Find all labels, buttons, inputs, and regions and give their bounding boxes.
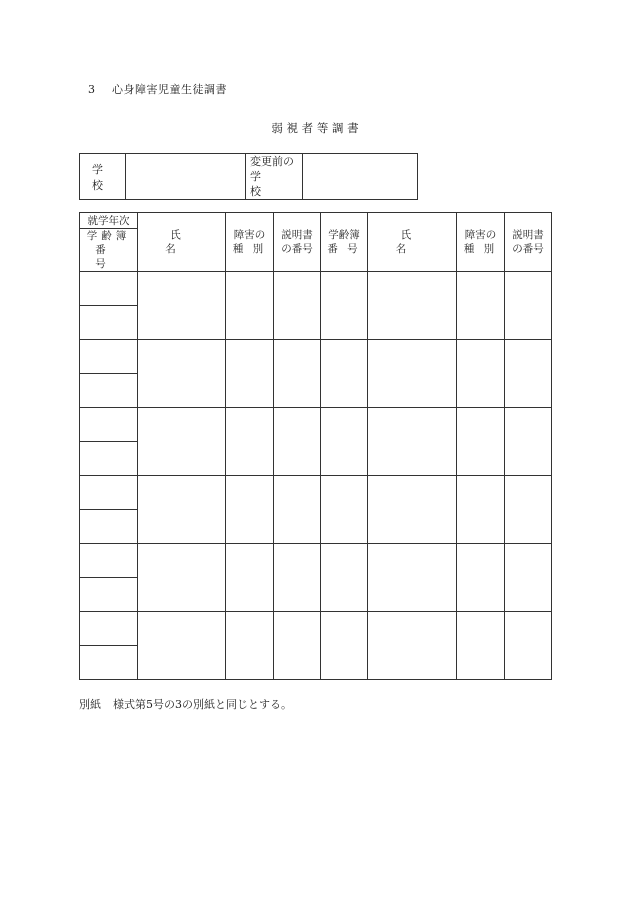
document-number-cell-2[interactable] (505, 544, 552, 612)
name-header-text: 氏 名 (165, 229, 203, 255)
registry-number-cell-2[interactable] (321, 612, 368, 680)
footer-note-label: 別紙 (79, 698, 101, 711)
registry-number-header-2 (321, 213, 368, 272)
disability-type-cell-2[interactable] (457, 408, 505, 476)
document-number-header-2-line1: 説明書 (512, 229, 544, 241)
disability-type-cell-2[interactable] (457, 272, 505, 340)
grade-year-cell[interactable] (80, 476, 138, 510)
registry-number-cell-2[interactable] (321, 272, 368, 340)
registry-number-header-2-line1: 学齢簿 (328, 229, 360, 241)
disability-type-cell-2[interactable] (457, 544, 505, 612)
document-number-cell-2[interactable] (505, 340, 552, 408)
name-header (138, 213, 226, 272)
section-heading (88, 81, 227, 97)
name-cell-2[interactable] (368, 544, 457, 612)
registry-number-cell-2[interactable] (321, 408, 368, 476)
registry-number-cell[interactable] (80, 374, 138, 408)
document-number-cell[interactable] (274, 612, 321, 680)
grade-year-cell[interactable] (80, 408, 138, 442)
registry-number-cell[interactable] (80, 510, 138, 544)
disability-type-cell[interactable] (226, 408, 274, 476)
registry-number-cell[interactable] (80, 646, 138, 680)
grade-year-cell[interactable] (80, 272, 138, 306)
disability-type-cell-2[interactable] (457, 612, 505, 680)
disability-type-header-2-line1: 障害の (464, 229, 497, 241)
footer-note-text: 様式第5号の3の別紙と同じとする。 (113, 698, 292, 711)
table-row (80, 612, 552, 646)
document-number-cell-2[interactable] (505, 612, 552, 680)
registry-number-header-line1: 学齢簿 (86, 230, 131, 242)
document-number-cell[interactable] (274, 272, 321, 340)
student-table (79, 212, 552, 680)
document-number-header-line1: 説明書 (281, 229, 313, 241)
name-header-2 (368, 213, 457, 272)
grade-year-cell[interactable] (80, 544, 138, 578)
document-number-header (274, 213, 321, 272)
disability-type-cell[interactable] (226, 272, 274, 340)
registry-number-cell[interactable] (80, 578, 138, 612)
disability-type-header-line1: 障害の (233, 229, 266, 241)
footer-note (79, 696, 292, 712)
table-row (80, 272, 552, 306)
name-cell[interactable] (138, 544, 226, 612)
grade-year-header: 就学年次 (80, 213, 138, 229)
disability-type-cell[interactable] (226, 612, 274, 680)
table-row (80, 544, 552, 578)
table-row (80, 408, 552, 442)
grade-year-cell[interactable] (80, 612, 138, 646)
document-number-header-line2: の番号 (281, 243, 313, 255)
table-row (80, 476, 552, 510)
disability-type-cell[interactable] (226, 476, 274, 544)
name-cell[interactable] (138, 272, 226, 340)
document-number-cell-2[interactable] (505, 272, 552, 340)
disability-type-cell[interactable] (226, 544, 274, 612)
section-heading-text: 心身障害児童生徒調書 (112, 83, 227, 96)
registry-number-header (80, 229, 138, 272)
registry-number-header-2-line2: 番 号 (327, 243, 361, 255)
disability-type-header (226, 213, 274, 272)
document-number-cell-2[interactable] (505, 408, 552, 476)
document-number-cell[interactable] (274, 408, 321, 476)
name-cell[interactable] (138, 340, 226, 408)
disability-type-header-2-line2: 種 別 (463, 243, 498, 255)
disability-type-cell-2[interactable] (457, 476, 505, 544)
registry-number-cell-2[interactable] (321, 544, 368, 612)
header-row-1 (80, 213, 552, 229)
document-number-cell-2[interactable] (505, 476, 552, 544)
document-number-cell[interactable] (274, 544, 321, 612)
document-number-cell[interactable] (274, 340, 321, 408)
school-input-cell[interactable] (126, 154, 246, 200)
section-number: 3 (88, 83, 96, 96)
name-header-2-text: 氏 名 (395, 229, 434, 255)
document-number-header-2-line2: の番号 (512, 243, 544, 255)
school-label-cell (80, 154, 126, 200)
registry-number-header-line2: 番号 (95, 244, 128, 270)
table-row (80, 340, 552, 374)
name-cell-2[interactable] (368, 476, 457, 544)
registry-number-cell-2[interactable] (321, 476, 368, 544)
disability-type-header-line2: 種 別 (232, 243, 267, 255)
grade-year-cell[interactable] (80, 340, 138, 374)
previous-school-label-cell (246, 154, 303, 200)
previous-school-label-line2: 学 校 (250, 170, 271, 198)
document-number-header-2 (505, 213, 552, 272)
name-cell-2[interactable] (368, 340, 457, 408)
name-cell-2[interactable] (368, 408, 457, 476)
registry-number-cell[interactable] (80, 442, 138, 476)
registry-number-cell-2[interactable] (321, 340, 368, 408)
document-number-cell[interactable] (274, 476, 321, 544)
name-cell[interactable] (138, 476, 226, 544)
document-title: 弱 視 者 等 調 書 (271, 121, 359, 135)
school-table (79, 153, 418, 200)
disability-type-cell[interactable] (226, 340, 274, 408)
name-cell-2[interactable] (368, 272, 457, 340)
registry-number-cell[interactable] (80, 306, 138, 340)
disability-type-header-2 (457, 213, 505, 272)
previous-school-input-cell[interactable] (303, 154, 418, 200)
disability-type-cell-2[interactable] (457, 340, 505, 408)
name-cell[interactable] (138, 408, 226, 476)
name-cell[interactable] (138, 612, 226, 680)
previous-school-label-line1: 変更前の (250, 155, 294, 168)
name-cell-2[interactable] (368, 612, 457, 680)
school-label: 学 校 (92, 162, 113, 192)
